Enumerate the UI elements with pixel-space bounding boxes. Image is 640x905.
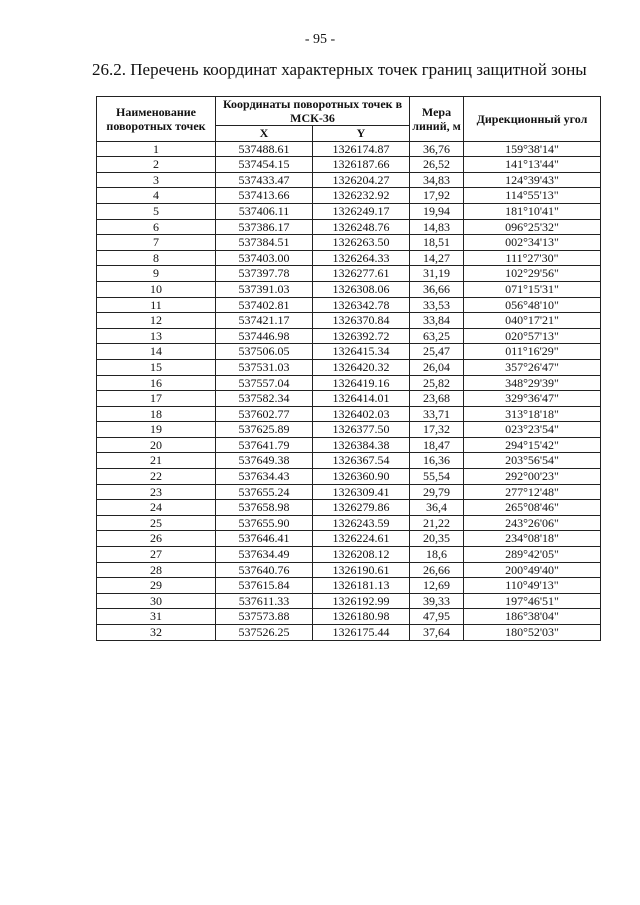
- cell-line-length: 26,52: [410, 157, 464, 173]
- cell-y: 1326414.01: [313, 391, 410, 407]
- table-row: [97, 609, 601, 625]
- cell-direction-angle: 096°25'32": [464, 219, 601, 235]
- section-heading: 26.2. Перечень координат характерных точек границ защитной зоны: [92, 60, 587, 79]
- cell-direction-angle: 002°34'13": [464, 235, 601, 251]
- header-x: X: [216, 126, 313, 142]
- header-direction-angle: Дирекционный угол: [464, 97, 601, 142]
- cell-y: 1326419.16: [313, 375, 410, 391]
- table-row: [97, 344, 601, 360]
- cell-direction-angle: 294°15'42": [464, 437, 601, 453]
- table-row: [97, 313, 601, 329]
- cell-line-length: 36,4: [410, 500, 464, 516]
- cell-y: 1326224.61: [313, 531, 410, 547]
- cell-line-length: 36,76: [410, 141, 464, 157]
- cell-point-number: 11: [97, 297, 216, 313]
- cell-line-length: 18,51: [410, 235, 464, 251]
- table-row: [97, 266, 601, 282]
- cell-point-number: 17: [97, 391, 216, 407]
- cell-y: 1326342.78: [313, 297, 410, 313]
- table-row: [97, 578, 601, 594]
- cell-line-length: 33,71: [410, 406, 464, 422]
- cell-direction-angle: 234°08'18": [464, 531, 601, 547]
- table-row: [97, 359, 601, 375]
- cell-x: 537403.00: [216, 250, 313, 266]
- cell-line-length: 18,47: [410, 437, 464, 453]
- table-row: [97, 375, 601, 391]
- cell-direction-angle: 329°36'47": [464, 391, 601, 407]
- cell-point-number: 13: [97, 328, 216, 344]
- cell-point-number: 15: [97, 359, 216, 375]
- cell-direction-angle: 020°57'13": [464, 328, 601, 344]
- cell-point-number: 26: [97, 531, 216, 547]
- cell-line-length: 16,36: [410, 453, 464, 469]
- cell-y: 1326415.34: [313, 344, 410, 360]
- table-row: [97, 625, 601, 641]
- header-y: Y: [313, 126, 410, 142]
- cell-direction-angle: 289°42'05": [464, 547, 601, 563]
- cell-y: 1326384.38: [313, 437, 410, 453]
- cell-direction-angle: 011°16'29": [464, 344, 601, 360]
- cell-y: 1326263.50: [313, 235, 410, 251]
- cell-y: 1326279.86: [313, 500, 410, 516]
- cell-line-length: 55,54: [410, 469, 464, 485]
- cell-line-length: 33,84: [410, 313, 464, 329]
- cell-point-number: 30: [97, 593, 216, 609]
- cell-point-number: 21: [97, 453, 216, 469]
- cell-point-number: 4: [97, 188, 216, 204]
- cell-line-length: 19,94: [410, 203, 464, 219]
- cell-y: 1326192.99: [313, 593, 410, 609]
- cell-y: 1326377.50: [313, 422, 410, 438]
- table-row: [97, 250, 601, 266]
- cell-x: 537625.89: [216, 422, 313, 438]
- table-row: [97, 297, 601, 313]
- cell-point-number: 1: [97, 141, 216, 157]
- cell-direction-angle: 110°49'13": [464, 578, 601, 594]
- cell-x: 537421.17: [216, 313, 313, 329]
- table-row: [97, 328, 601, 344]
- cell-line-length: 23,68: [410, 391, 464, 407]
- cell-direction-angle: 159°38'14": [464, 141, 601, 157]
- table-row: [97, 484, 601, 500]
- cell-x: 537531.03: [216, 359, 313, 375]
- cell-y: 1326360.90: [313, 469, 410, 485]
- cell-y: 1326308.06: [313, 281, 410, 297]
- cell-x: 537488.61: [216, 141, 313, 157]
- cell-x: 537402.81: [216, 297, 313, 313]
- cell-direction-angle: 265°08'46": [464, 500, 601, 516]
- table-row: [97, 172, 601, 188]
- cell-y: 1326402.03: [313, 406, 410, 422]
- header-coordinates: Координаты поворотных точек в МСК-36: [216, 97, 410, 126]
- cell-x: 537634.43: [216, 469, 313, 485]
- cell-point-number: 32: [97, 625, 216, 641]
- table-row: [97, 437, 601, 453]
- cell-point-number: 9: [97, 266, 216, 282]
- cell-point-number: 29: [97, 578, 216, 594]
- table-header: [97, 97, 601, 142]
- cell-y: 1326367.54: [313, 453, 410, 469]
- cell-direction-angle: 023°23'54": [464, 422, 601, 438]
- cell-y: 1326190.61: [313, 562, 410, 578]
- cell-point-number: 3: [97, 172, 216, 188]
- cell-direction-angle: 180°52'03": [464, 625, 601, 641]
- cell-x: 537646.41: [216, 531, 313, 547]
- cell-line-length: 36,66: [410, 281, 464, 297]
- cell-line-length: 25,47: [410, 344, 464, 360]
- cell-y: 1326277.61: [313, 266, 410, 282]
- cell-line-length: 26,04: [410, 359, 464, 375]
- cell-y: 1326204.27: [313, 172, 410, 188]
- cell-y: 1326175.44: [313, 625, 410, 641]
- cell-y: 1326232.92: [313, 188, 410, 204]
- cell-line-length: 26,66: [410, 562, 464, 578]
- cell-point-number: 10: [97, 281, 216, 297]
- table-row: [97, 547, 601, 563]
- cell-x: 537446.98: [216, 328, 313, 344]
- cell-direction-angle: 186°38'04": [464, 609, 601, 625]
- cell-direction-angle: 357°26'47": [464, 359, 601, 375]
- table-body: [97, 141, 601, 640]
- cell-x: 537649.38: [216, 453, 313, 469]
- cell-x: 537634.49: [216, 547, 313, 563]
- cell-line-length: 17,32: [410, 422, 464, 438]
- cell-y: 1326309.41: [313, 484, 410, 500]
- table-row: [97, 469, 601, 485]
- cell-x: 537433.47: [216, 172, 313, 188]
- cell-line-length: 47,95: [410, 609, 464, 625]
- cell-y: 1326187.66: [313, 157, 410, 173]
- cell-point-number: 7: [97, 235, 216, 251]
- cell-point-number: 5: [97, 203, 216, 219]
- cell-point-number: 27: [97, 547, 216, 563]
- cell-direction-angle: 200°49'40": [464, 562, 601, 578]
- table-row: [97, 235, 601, 251]
- table-row: [97, 157, 601, 173]
- cell-direction-angle: 277°12'48": [464, 484, 601, 500]
- cell-point-number: 28: [97, 562, 216, 578]
- cell-line-length: 63,25: [410, 328, 464, 344]
- cell-point-number: 18: [97, 406, 216, 422]
- cell-point-number: 16: [97, 375, 216, 391]
- table-row: [97, 531, 601, 547]
- cell-y: 1326392.72: [313, 328, 410, 344]
- cell-line-length: 25,82: [410, 375, 464, 391]
- cell-direction-angle: 040°17'21": [464, 313, 601, 329]
- table-row: [97, 500, 601, 516]
- cell-x: 537611.33: [216, 593, 313, 609]
- cell-y: 1326180.98: [313, 609, 410, 625]
- cell-y: 1326181.13: [313, 578, 410, 594]
- cell-point-number: 6: [97, 219, 216, 235]
- cell-x: 537573.88: [216, 609, 313, 625]
- header-point-name: Наименование поворотных точек: [97, 97, 216, 142]
- cell-point-number: 25: [97, 515, 216, 531]
- cell-direction-angle: 313°18'18": [464, 406, 601, 422]
- cell-x: 537655.24: [216, 484, 313, 500]
- cell-line-length: 12,69: [410, 578, 464, 594]
- cell-direction-angle: 197°46'51": [464, 593, 601, 609]
- cell-x: 537655.90: [216, 515, 313, 531]
- cell-direction-angle: 203°56'54": [464, 453, 601, 469]
- cell-x: 537413.66: [216, 188, 313, 204]
- cell-x: 537582.34: [216, 391, 313, 407]
- cell-line-length: 20,35: [410, 531, 464, 547]
- cell-line-length: 14,27: [410, 250, 464, 266]
- cell-line-length: 18,6: [410, 547, 464, 563]
- cell-line-length: 17,92: [410, 188, 464, 204]
- cell-x: 537406.11: [216, 203, 313, 219]
- cell-point-number: 19: [97, 422, 216, 438]
- cell-line-length: 37,64: [410, 625, 464, 641]
- table-row: [97, 562, 601, 578]
- table-row: [97, 422, 601, 438]
- cell-line-length: 31,19: [410, 266, 464, 282]
- table-row: [97, 219, 601, 235]
- table-row: [97, 406, 601, 422]
- cell-point-number: 12: [97, 313, 216, 329]
- cell-direction-angle: 056°48'10": [464, 297, 601, 313]
- cell-y: 1326174.87: [313, 141, 410, 157]
- cell-direction-angle: 141°13'44": [464, 157, 601, 173]
- cell-direction-angle: 111°27'30": [464, 250, 601, 266]
- coordinates-table: [96, 96, 601, 641]
- table-row: [97, 281, 601, 297]
- cell-y: 1326208.12: [313, 547, 410, 563]
- cell-direction-angle: 181°10'41": [464, 203, 601, 219]
- cell-direction-angle: 292°00'23": [464, 469, 601, 485]
- cell-direction-angle: 124°39'43": [464, 172, 601, 188]
- cell-point-number: 14: [97, 344, 216, 360]
- cell-y: 1326243.59: [313, 515, 410, 531]
- table-row: [97, 453, 601, 469]
- table-row: [97, 391, 601, 407]
- cell-line-length: 21,22: [410, 515, 464, 531]
- cell-point-number: 8: [97, 250, 216, 266]
- cell-line-length: 29,79: [410, 484, 464, 500]
- cell-y: 1326248.76: [313, 219, 410, 235]
- cell-x: 537615.84: [216, 578, 313, 594]
- cell-direction-angle: 114°55'13": [464, 188, 601, 204]
- cell-x: 537506.05: [216, 344, 313, 360]
- table-row: [97, 141, 601, 157]
- cell-y: 1326249.17: [313, 203, 410, 219]
- table-row: [97, 203, 601, 219]
- cell-point-number: 24: [97, 500, 216, 516]
- cell-direction-angle: 102°29'56": [464, 266, 601, 282]
- table-row: [97, 188, 601, 204]
- cell-direction-angle: 348°29'39": [464, 375, 601, 391]
- table-row: [97, 593, 601, 609]
- cell-x: 537391.03: [216, 281, 313, 297]
- cell-point-number: 20: [97, 437, 216, 453]
- cell-line-length: 34,83: [410, 172, 464, 188]
- cell-x: 537640.76: [216, 562, 313, 578]
- cell-x: 537658.98: [216, 500, 313, 516]
- cell-point-number: 2: [97, 157, 216, 173]
- cell-point-number: 31: [97, 609, 216, 625]
- cell-y: 1326420.32: [313, 359, 410, 375]
- cell-point-number: 22: [97, 469, 216, 485]
- cell-x: 537397.78: [216, 266, 313, 282]
- cell-line-length: 14,83: [410, 219, 464, 235]
- cell-y: 1326264.33: [313, 250, 410, 266]
- cell-line-length: 39,33: [410, 593, 464, 609]
- cell-x: 537386.17: [216, 219, 313, 235]
- cell-direction-angle: 071°15'31": [464, 281, 601, 297]
- cell-point-number: 23: [97, 484, 216, 500]
- page-number: - 95 -: [304, 32, 336, 47]
- cell-x: 537641.79: [216, 437, 313, 453]
- cell-y: 1326370.84: [313, 313, 410, 329]
- cell-line-length: 33,53: [410, 297, 464, 313]
- table-row: [97, 515, 601, 531]
- cell-x: 537454.15: [216, 157, 313, 173]
- cell-x: 537602.77: [216, 406, 313, 422]
- header-line-length: Мера линий, м: [410, 97, 464, 142]
- cell-direction-angle: 243°26'06": [464, 515, 601, 531]
- cell-x: 537557.04: [216, 375, 313, 391]
- cell-x: 537384.51: [216, 235, 313, 251]
- cell-x: 537526.25: [216, 625, 313, 641]
